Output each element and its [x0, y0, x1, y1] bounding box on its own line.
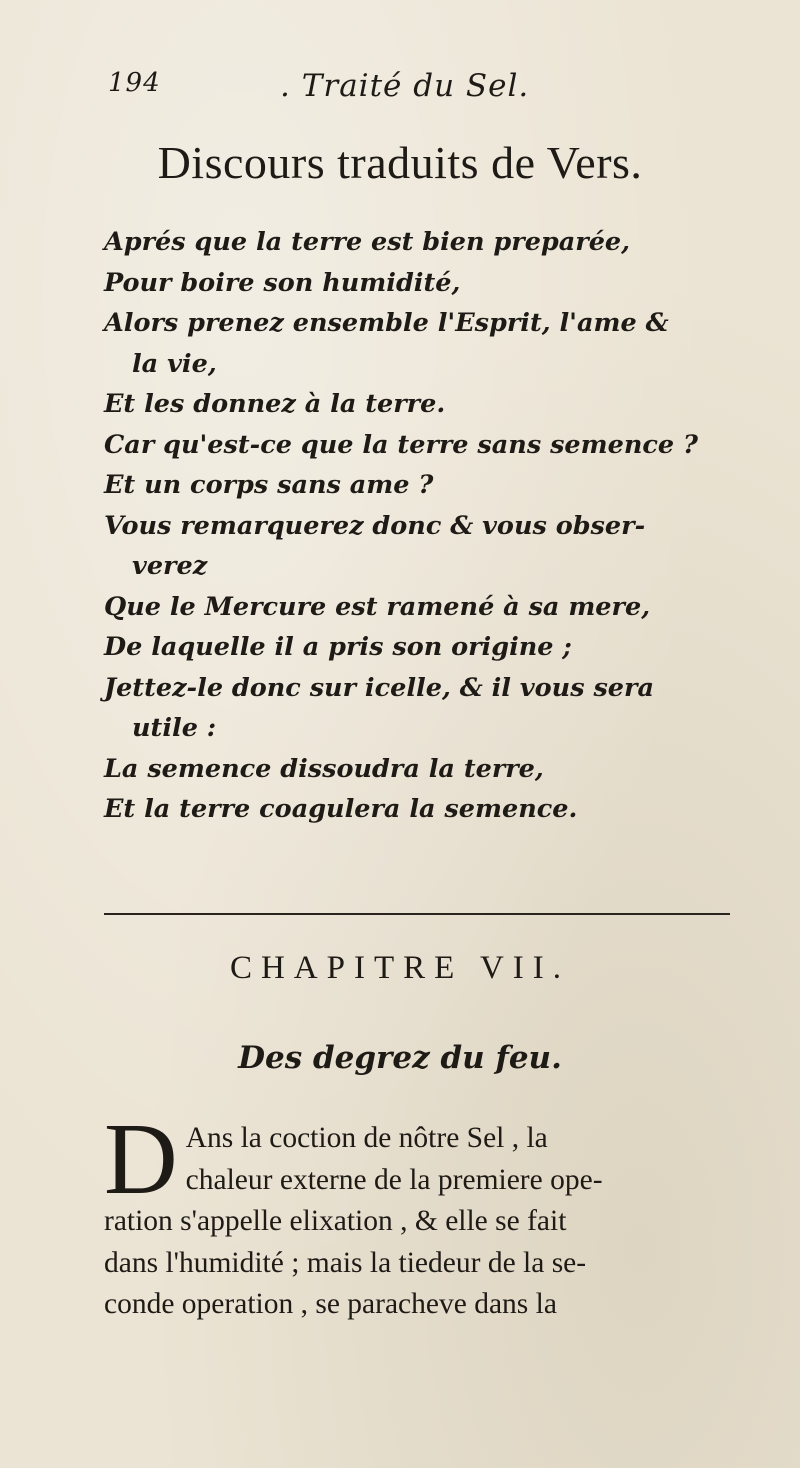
body-line: dans l'humidité ; mais la tiedeur de la se-: [104, 1246, 587, 1279]
verse-line: Aprés que la terre est bien preparée,: [104, 227, 631, 257]
verse-line: Et la terre coagulera la semence.: [104, 794, 578, 824]
verse-line: Et les donnez à la terre.: [104, 389, 446, 419]
running-title: . Traité du Sel.: [280, 68, 530, 104]
verse-line: La semence dissoudra la terre,: [104, 753, 544, 784]
verse-line: Pour boire son humidité,: [104, 267, 461, 298]
chapter-subtitle: Des degrez du feu.: [238, 1040, 562, 1076]
verse-line: la vie,: [132, 348, 217, 379]
verse-line: Vous remarquerez donc & vous obser-: [104, 510, 646, 541]
page-header: [108, 68, 708, 108]
page-number: 194: [108, 68, 161, 98]
verse-line: Car qu'est-ce que la terre sans semence ?: [104, 429, 698, 460]
body-line: chaleur externe de la premiere ope-: [185, 1163, 603, 1196]
body-line: conde operation , se paracheve dans la: [104, 1288, 557, 1320]
verse-line: verez: [132, 551, 208, 581]
verse-line: De laquelle il a pris son origine ;: [104, 632, 572, 662]
verse-line: Et un corps sans ame ?: [104, 470, 434, 500]
verse-line: Jettez-le donc sur icelle, & il vous sera: [104, 672, 654, 703]
chapter-heading: CHAPITRE VII.: [229, 950, 571, 986]
body-line: Ans la coction de nôtre Sel , la: [185, 1122, 548, 1154]
verse-line: Que le Mercure est ramené à sa mere,: [104, 591, 651, 622]
verse-block: [104, 222, 764, 830]
body-line: ration s'appelle elixation , & elle se fait: [104, 1205, 567, 1237]
section-title: Discours traduits de Vers.: [157, 137, 643, 188]
body-paragraph: [104, 1103, 768, 1326]
section-divider: [104, 913, 730, 915]
drop-cap: D: [104, 1103, 178, 1216]
verse-line: utile :: [132, 713, 217, 743]
verse-line: Alors prenez ensemble l'Esprit, l'ame &: [104, 308, 669, 338]
